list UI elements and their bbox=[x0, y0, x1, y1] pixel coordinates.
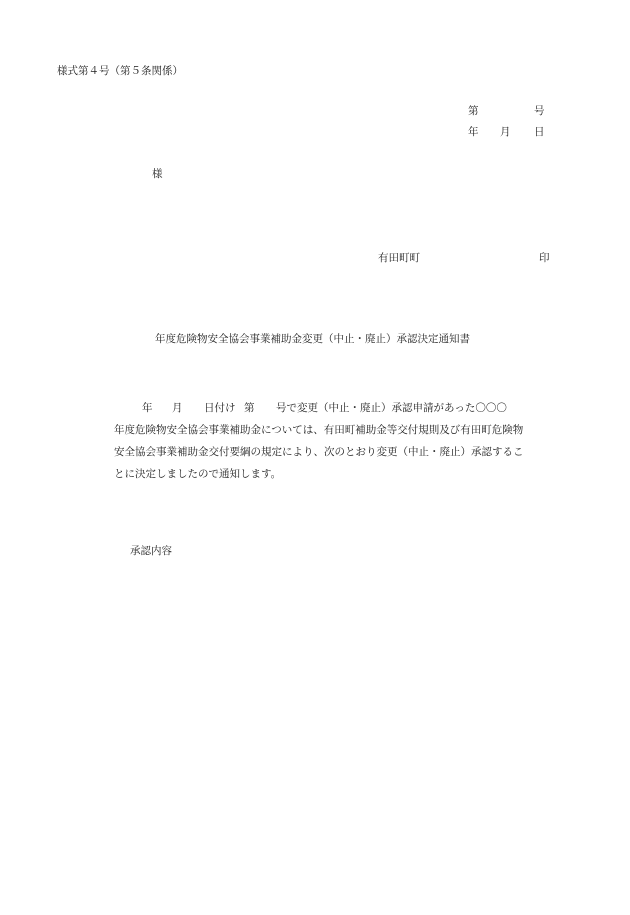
body-dai-label: 第 bbox=[244, 402, 255, 414]
body-dated-label: 日付け bbox=[204, 402, 236, 414]
body-line-2: 年度危険物安全協会事業補助金については、有田町補助金等交付規則及び有田町危険物 bbox=[114, 424, 524, 436]
body-line-3: 安全協会事業補助金交付要綱の規定により、次のとおり変更（中止・廃止）承認するこ bbox=[114, 446, 524, 458]
document-number-field bbox=[468, 105, 545, 118]
body-line-1-rest: 号で変更（中止・廃止）承認申請があった〇〇〇 bbox=[276, 402, 507, 414]
approval-content-heading: 承認内容 bbox=[130, 545, 172, 557]
document-number-prefix: 第 bbox=[468, 105, 479, 117]
body-year-label: 年 bbox=[142, 402, 153, 414]
recipient-suffix: 様 bbox=[152, 168, 163, 180]
date-day-label: 日 bbox=[534, 126, 545, 138]
issuer-block bbox=[378, 252, 550, 265]
document-number-suffix: 号 bbox=[534, 105, 545, 117]
document-date-field bbox=[468, 126, 545, 139]
body-line-1 bbox=[114, 397, 534, 419]
body-line-4: とに決定しましたので通知します。 bbox=[114, 468, 282, 480]
seal-mark: 印 bbox=[539, 252, 550, 264]
date-year-label: 年 bbox=[468, 126, 479, 138]
date-month-label: 月 bbox=[500, 126, 511, 138]
body-month-label: 月 bbox=[172, 402, 183, 414]
issuer-name: 有田町町 bbox=[378, 252, 420, 264]
form-number: 様式第４号（第５条関係） bbox=[57, 65, 183, 77]
document-title: 年度危険物安全協会事業補助金変更（中止・廃止）承認決定通知書 bbox=[155, 333, 470, 345]
body-paragraph bbox=[114, 397, 534, 485]
